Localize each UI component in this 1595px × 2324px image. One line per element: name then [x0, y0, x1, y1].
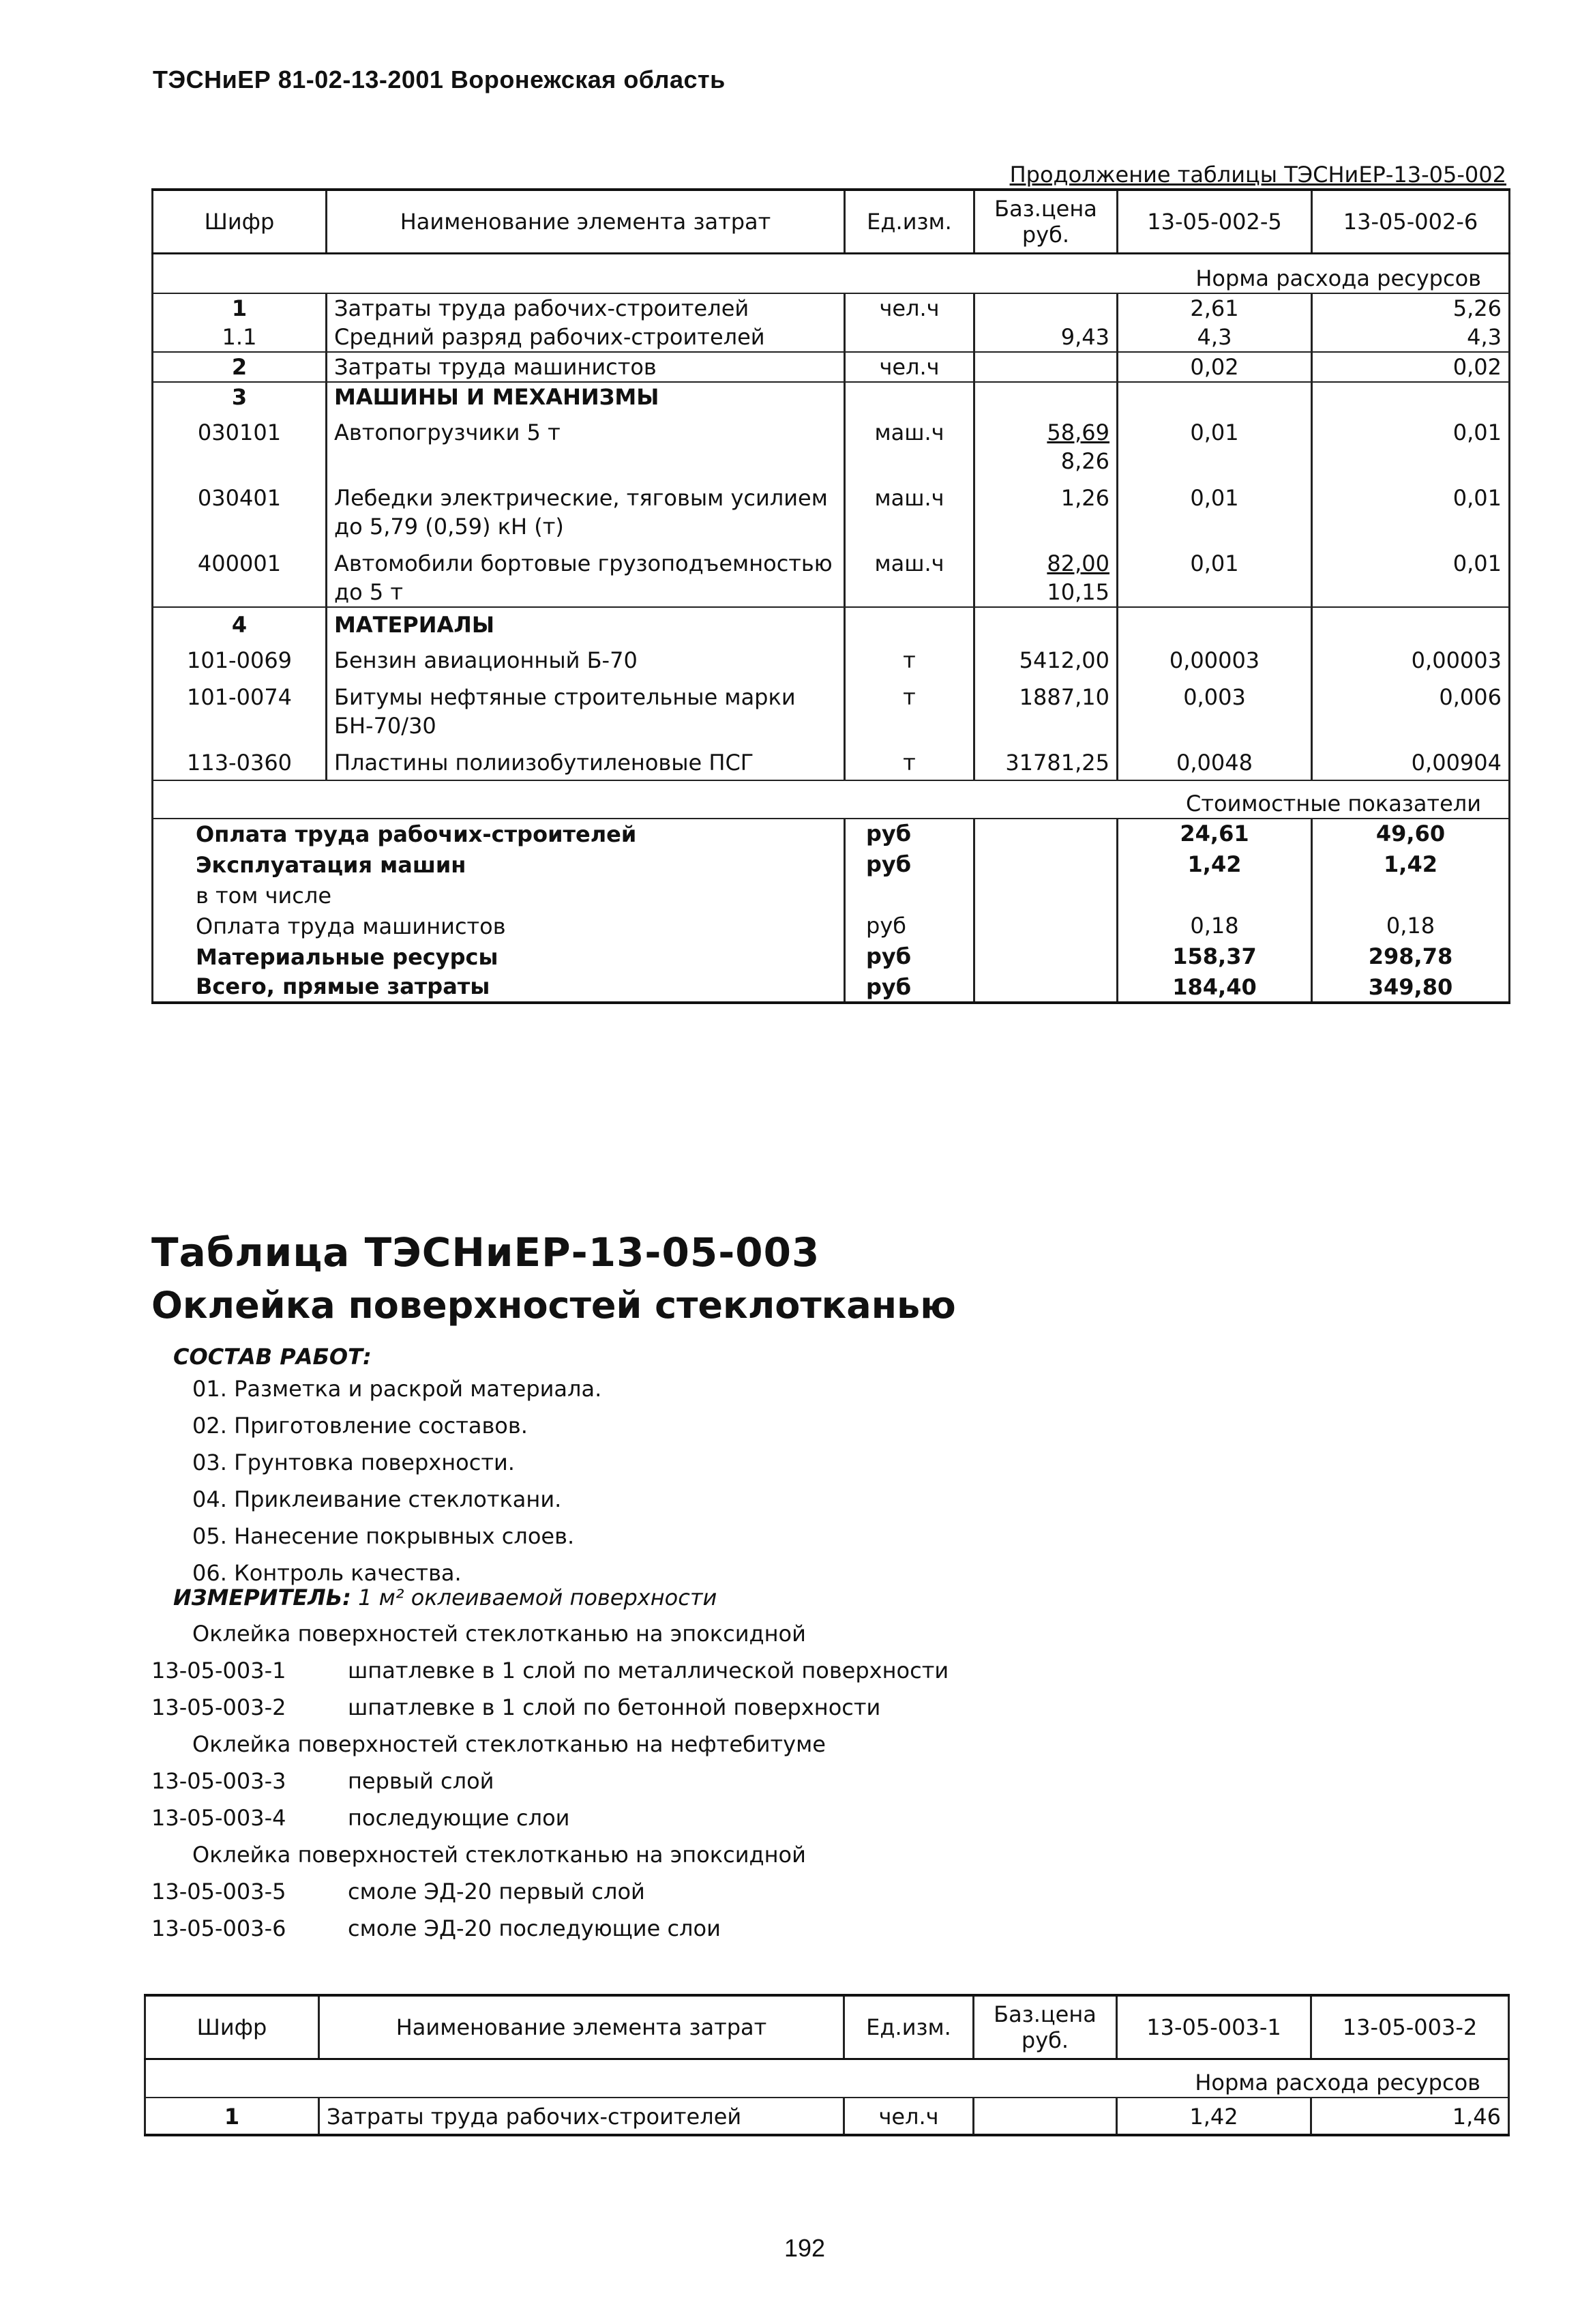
cost-value-5: 158,37 [1118, 942, 1312, 973]
row-unit [845, 323, 974, 352]
cost-row [153, 819, 1510, 850]
table-row [153, 541, 1510, 607]
row-unit: т [845, 675, 974, 740]
row-value-6: 5,26 [1312, 293, 1510, 323]
price-header-line1: Баз.цена [994, 196, 1097, 222]
row-name-line1: Автомобили бортовые грузоподъемностью [334, 550, 833, 576]
row-name: Средний разряд рабочих-строителей [327, 323, 845, 352]
norm-code: 13-05-003-1 [151, 1658, 286, 1683]
row-name: Бензин авиационный Б-70 [327, 639, 845, 675]
document-header: ТЭСНиЕР 81-02-13-2001 Воронежская область [153, 65, 726, 93]
cost-unit: руб [845, 819, 974, 850]
row-name: Затраты труда машинистов [327, 352, 845, 382]
table-row-section [153, 382, 1510, 411]
row-price [974, 293, 1118, 323]
row-code: 1 [153, 293, 327, 323]
work-item: 06. Контроль качества. [192, 1560, 462, 1586]
norm-description: смоле ЭД-20 первый слой [348, 1879, 645, 1904]
col-header-13-05-002-6: 13-05-002-6 [1312, 190, 1510, 254]
norm-code: 13-05-003-6 [151, 1915, 286, 1941]
row-value-6: 1,46 [1311, 2098, 1509, 2135]
work-item: 03. Грунтовка поверхности. [192, 1450, 515, 1475]
norm-description: шпатлевке в 1 слой по бетонной поверхности [348, 1694, 881, 1720]
col-header-code: Шифр [145, 1995, 319, 2059]
col-header-unit: Ед.изм. [844, 1995, 974, 2059]
row-value-6: 0,00003 [1312, 639, 1510, 675]
row-price [974, 541, 1118, 607]
norm-code: 13-05-003-4 [151, 1805, 286, 1831]
cost-name: Материальные ресурсы [153, 942, 845, 973]
row-unit: маш.ч [845, 541, 974, 607]
row-value-5: 0,003 [1118, 675, 1312, 740]
table-row [153, 352, 1510, 382]
cost-value-5 [1118, 881, 1312, 911]
col-header-price [974, 190, 1118, 254]
table-row [145, 2098, 1509, 2135]
works-heading: СОСТАВ РАБОТ: [173, 1344, 372, 1370]
row-price [974, 352, 1118, 382]
price-denominator: 8,26 [1060, 448, 1109, 474]
resource-norm-table-13-05-002 [151, 188, 1510, 1004]
row-unit: т [845, 639, 974, 675]
cost-value-6: 0,18 [1312, 911, 1510, 942]
cost-row [153, 881, 1510, 911]
norm-code: 13-05-003-5 [151, 1879, 286, 1904]
cost-label-row: Стоимостные показатели [153, 780, 1510, 819]
measure-line [173, 1585, 717, 1610]
table-continuation-note: Продолжение таблицы ТЭСНиЕР-13-05-002 [1009, 162, 1506, 188]
row-name: Затраты труда рабочих-строителей [319, 2098, 844, 2135]
cost-value-6: 1,42 [1312, 850, 1510, 881]
price-numerator: 82,00 [1047, 550, 1109, 576]
row-code: 101-0074 [153, 675, 327, 740]
row-value-5: 0,01 [1118, 541, 1312, 607]
row-name-line1: Битумы нефтяные строительные марки [334, 684, 796, 710]
table-row [153, 639, 1510, 675]
table-row [153, 411, 1510, 475]
section-title: Таблица ТЭСНиЕР-13-05-003 [151, 1229, 820, 1276]
cost-name: Оплата труда рабочих-строителей [153, 819, 845, 850]
row-unit: чел.ч [845, 293, 974, 323]
row-name-line2: БН-70/30 [334, 713, 436, 739]
cost-value-5: 24,61 [1118, 819, 1312, 850]
row-name: Затраты труда рабочих-строителей [327, 293, 845, 323]
row-price: 1887,10 [974, 675, 1118, 740]
group-heading: Оклейка поверхностей стеклотканью на эпоксидной [192, 1842, 806, 1868]
row-price: 9,43 [974, 323, 1118, 352]
row-price [974, 2098, 1117, 2135]
col-header-unit: Ед.изм. [845, 190, 974, 254]
row-unit: чел.ч [845, 352, 974, 382]
row-price: 5412,00 [974, 639, 1118, 675]
cost-value-6 [1312, 881, 1510, 911]
price-denominator: 10,15 [1047, 579, 1109, 605]
group-heading: Оклейка поверхностей стеклотканью на эпоксидной [192, 1621, 806, 1647]
col-header-name: Наименование элемента затрат [319, 1995, 844, 2059]
row-value-6: 0,01 [1312, 411, 1510, 475]
row-value-6: 0,01 [1312, 475, 1510, 541]
row-value-5: 0,02 [1118, 352, 1312, 382]
work-item: 01. Разметка и раскрой материала. [192, 1376, 602, 1402]
row-name: Автопогрузчики 5 т [327, 411, 845, 475]
row-code: 2 [153, 352, 327, 382]
norm-description: первый слой [348, 1768, 494, 1794]
col-header-13-05-003-1: 13-05-003-1 [1117, 1995, 1311, 2059]
row-value-6: 0,02 [1312, 352, 1510, 382]
cost-value-6: 349,80 [1312, 973, 1510, 1003]
row-name [327, 475, 845, 541]
price-numerator: 58,69 [1047, 420, 1109, 445]
row-name [327, 675, 845, 740]
cost-unit: руб [845, 911, 974, 942]
work-item: 02. Приготовление составов. [192, 1413, 528, 1439]
table-row [153, 293, 1510, 323]
price-header-line2: руб. [1021, 2027, 1069, 2053]
cost-row [153, 850, 1510, 881]
cost-name: Эксплуатация машин [153, 850, 845, 881]
row-price: 31781,25 [974, 740, 1118, 780]
norm-label-row: Норма расхода ресурсов [145, 2059, 1509, 2098]
row-unit: т [845, 740, 974, 780]
row-name: Пластины полиизобутиленовые ПСГ [327, 740, 845, 780]
price-header-line1: Баз.цена [994, 2001, 1097, 2027]
section-name: МАТЕРИАЛЫ [327, 607, 845, 639]
row-value-6: 4,3 [1312, 323, 1510, 352]
row-code: 030401 [153, 475, 327, 541]
row-code: 113-0360 [153, 740, 327, 780]
row-value-6: 0,006 [1312, 675, 1510, 740]
row-code: 101-0069 [153, 639, 327, 675]
cost-value-5: 184,40 [1118, 973, 1312, 1003]
col-header-13-05-002-5: 13-05-002-5 [1118, 190, 1312, 254]
row-unit: маш.ч [845, 411, 974, 475]
cost-row [153, 911, 1510, 942]
row-price: 1,26 [974, 475, 1118, 541]
row-value-5: 1,42 [1117, 2098, 1311, 2135]
row-name [327, 541, 845, 607]
norm-description: шпатлевке в 1 слой по металлической поверхности [348, 1658, 949, 1683]
row-value-5: 4,3 [1118, 323, 1312, 352]
row-name-line2: до 5,79 (0,59) кН (т) [334, 514, 564, 540]
row-name-line2: до 5 т [334, 579, 404, 605]
resource-norm-table-13-05-003 [144, 1994, 1510, 2136]
table-row [153, 475, 1510, 541]
col-header-price [974, 1995, 1117, 2059]
row-unit: чел.ч [844, 2098, 974, 2135]
table-row [153, 323, 1510, 352]
norm-code: 13-05-003-2 [151, 1694, 286, 1720]
row-value-5: 0,01 [1118, 411, 1312, 475]
row-price [974, 411, 1118, 475]
section-code: 3 [153, 382, 327, 411]
group-heading: Оклейка поверхностей стеклотканью на нефтебитуме [192, 1731, 826, 1757]
row-value-5: 2,61 [1118, 293, 1312, 323]
norm-code: 13-05-003-3 [151, 1768, 286, 1794]
section-name: МАШИНЫ И МЕХАНИЗМЫ [327, 382, 845, 411]
cost-value-5: 1,42 [1118, 850, 1312, 881]
col-header-13-05-003-2: 13-05-003-2 [1311, 1995, 1509, 2059]
row-value-6: 0,00904 [1312, 740, 1510, 780]
price-header-line2: руб. [1022, 222, 1070, 248]
table-row [153, 675, 1510, 740]
norm-description: последующие слои [348, 1805, 570, 1831]
cost-name: в том числе [153, 881, 845, 911]
row-code: 1.1 [153, 323, 327, 352]
cost-row [153, 942, 1510, 973]
row-name-line1: Лебедки электрические, тяговым усилием [334, 485, 828, 511]
row-unit: маш.ч [845, 475, 974, 541]
norm-label-row: Норма расхода ресурсов [153, 254, 1510, 294]
work-item: 05. Нанесение покрывных слоев. [192, 1523, 575, 1549]
cost-name: Всего, прямые затраты [153, 973, 845, 1003]
row-value-6: 0,01 [1312, 541, 1510, 607]
page-number: 192 [784, 2234, 826, 2262]
section-code: 4 [153, 607, 327, 639]
measure-label: ИЗМЕРИТЕЛЬ: [173, 1585, 351, 1610]
cost-unit [845, 881, 974, 911]
table-row [153, 740, 1510, 780]
row-code: 030101 [153, 411, 327, 475]
work-item: 04. Приклеивание стеклоткани. [192, 1486, 562, 1512]
row-code: 1 [145, 2098, 319, 2135]
cost-unit: руб [845, 973, 974, 1003]
row-value-5: 0,00003 [1118, 639, 1312, 675]
cost-value-6: 49,60 [1312, 819, 1510, 850]
cost-value-5: 0,18 [1118, 911, 1312, 942]
cost-name: Оплата труда машинистов [153, 911, 845, 942]
cost-unit: руб [845, 850, 974, 881]
cost-unit: руб [845, 942, 974, 973]
cost-value-6: 298,78 [1312, 942, 1510, 973]
row-code: 400001 [153, 541, 327, 607]
row-value-5: 0,0048 [1118, 740, 1312, 780]
col-header-code: Шифр [153, 190, 327, 254]
row-value-5: 0,01 [1118, 475, 1312, 541]
norm-description: смоле ЭД-20 последующие слои [348, 1915, 721, 1941]
col-header-name: Наименование элемента затрат [327, 190, 845, 254]
cost-row [153, 973, 1510, 1003]
table-row-section [153, 607, 1510, 639]
measure-value: 1 м² оклеиваемой поверхности [358, 1585, 717, 1610]
section-subtitle: Оклейка поверхностей стеклотканью [151, 1284, 956, 1327]
